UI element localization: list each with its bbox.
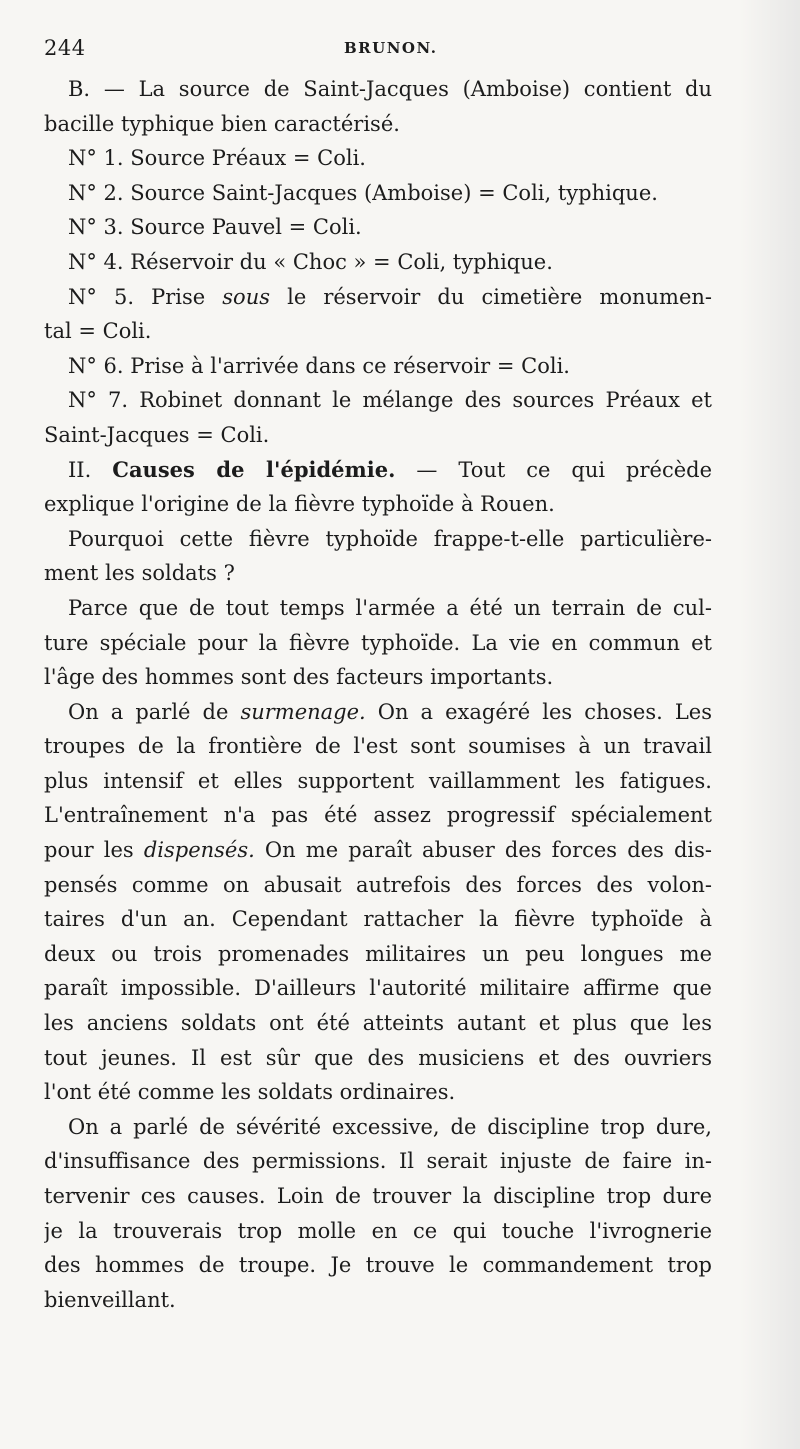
- text-line: d'insuffisance des permissions. Il serait injuste de faire in-: [44, 1149, 712, 1174]
- text-line: taires d'un an. Cependant rattacher la fièvre typhoïde à: [44, 907, 712, 932]
- text-line: explique l'origine de la fièvre typhoïde à Rouen.: [44, 492, 555, 517]
- text-line: tervenir ces causes. Loin de trouver la discipline trop dure: [44, 1184, 712, 1208]
- text-line: ment les soldats ?: [44, 561, 235, 586]
- text-line: Pourquoi cette fièvre typhoïde frappe-t-elle particulière-: [68, 526, 712, 551]
- text-line: les anciens soldats ont été atteints autant et plus que les: [44, 1011, 712, 1036]
- body-text: [44, 72, 712, 1317]
- text-line: N° 4. Réservoir du « Choc » = Coli, typhique.: [68, 249, 553, 274]
- text-line: l'ont été comme les soldats ordinaires.: [44, 1080, 456, 1105]
- text-line: L'entraînement n'a pas été assez progressif spécialement: [44, 803, 712, 828]
- text-line: ture spéciale pour la fièvre typhoïde. La vie en commun et: [44, 630, 712, 655]
- text-line: N° 3. Source Pauvel = Coli.: [68, 215, 362, 240]
- text-line: N° 6. Prise à l'arrivée dans ce réservoir = Coli.: [68, 353, 570, 378]
- text-line: Parce que de tout temps l'armée a été un terrain de cul-: [68, 595, 712, 620]
- section-heading: Causes de l'épidémie.: [112, 456, 396, 482]
- text-line: je la trouverais trop molle en ce qui touche l'ivrognerie: [44, 1218, 712, 1243]
- text-line: l'âge des hommes sont des facteurs importants.: [44, 665, 554, 690]
- text-line: N° 5. Prise sous le réservoir du cimetière monumen-: [68, 284, 712, 309]
- text-line: tout jeunes. Il est sûr que des musiciens et des ouvriers: [44, 1045, 712, 1070]
- text-line: B. — La source de Saint-Jacques (Amboise) contient du: [68, 77, 712, 101]
- text-line: pensés comme on abusait autrefois des forces des volon-: [44, 872, 712, 897]
- page-header: [44, 36, 712, 70]
- text-line: On a parlé de sévérité excessive, de discipline trop dure,: [68, 1114, 712, 1139]
- text-line: N° 7. Robinet donnant le mélange des sources Préaux et: [68, 388, 712, 413]
- text-line: deux ou trois promenades militaires un peu longues me: [44, 941, 712, 966]
- text-line: N° 2. Source Saint-Jacques (Amboise) = Coli, typhique.: [68, 180, 658, 205]
- text-line: N° 1. Source Préaux = Coli.: [68, 146, 366, 171]
- text-line: bienveillant.: [44, 1287, 176, 1312]
- text-line: paraît impossible. D'ailleurs l'autorité militaire affirme que: [44, 976, 712, 1001]
- text-line: pour les dispensés. On me paraît abuser des forces des dis-: [44, 838, 712, 863]
- text-line: des hommes de troupe. Je trouve le commandement trop: [44, 1253, 712, 1278]
- text-line: plus intensif et elles supportent vaillamment les fatigues.: [44, 768, 712, 793]
- text-line: Saint-Jacques = Coli.: [44, 422, 270, 447]
- text-line: troupes de la frontière de l'est sont soumises à un travail: [44, 734, 712, 759]
- section-heading-line: II. Causes de l'épidémie. — Tout ce qui précède: [68, 456, 712, 482]
- page-number: 244: [44, 36, 86, 60]
- running-head: BRUNON.: [344, 39, 438, 57]
- text-line: bacille typhique bien caractérisé.: [44, 111, 400, 136]
- text-line: On a parlé de surmenage. On a exagéré les choses. Les: [68, 699, 712, 724]
- text-line: tal = Coli.: [44, 319, 152, 344]
